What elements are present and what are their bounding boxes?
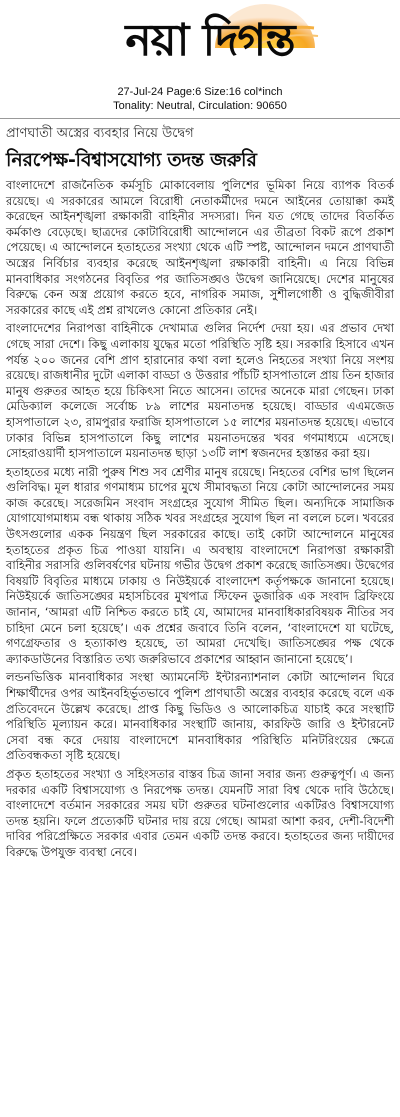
article-paragraph: বাংলাদেশে রাজনৈতিক কর্মসূচি মোকাবেলায় পুলিশের ভূমিকা নিয়ে ব্যাপক বিতর্ক রয়েছে। এ সরকারের আমলে বিরোধী নেতাকর্মীদের দমনে আইনের তোয়াক্কা কমই করেছেন আইনশৃঙ্খলা রক্ষাকারী বাহিনীর সদস্যরা। দিন যত গেছে তাদের বিতর্কিত কর্মকাণ্ড বেড়েছে। ছাত্রদের কোটাবিরোধী আন্দোলনে এর তীব্রতা বিকট রূপে প্রকাশ পেয়েছে। এ আন্দোলনে হতাহতের সংখ্যা থেকে এটি স্পষ্ট, আন্দোলন দমনে প্রাণঘাতী অস্ত্রের নির্বিচার ব্যবহার করেছে আইনশৃঙ্খলা রক্ষাকারী বাহিনী। এ নিয়ে বিভিন্ন মানবাধিকার সংগঠনের বিবৃতির পর জাতিসঙ্ঘও উদ্বেগ জানিয়েছে। দেশের মানুষের বিরুদ্ধে কেন অস্ত্র প্রয়োগ করতে হবে, নাগরিক সমাজ, সুশীলগোষ্ঠী ও বুদ্ধিজীবীরা সরকারের কাছে এই প্রশ্ন রাখলেও কোনো প্রতিকার নেই। [6,178,394,317]
divider [0,118,400,119]
clip-info: 27-Jul-24 Page:6 Size:16 col*inch [117,86,283,98]
masthead [0,0,400,82]
article-paragraph: হতাহতের মধ্যে নারী পুরুষ শিশু সব শ্রেণীর মানুষ রয়েছে। নিহতের বেশির ভাগ ছিলেন গুলিবিদ্ধ। মূল ধারার গণমাধ্যম চাপের মুখে সীমাবদ্ধতা নিয়ে কোটা আন্দোলনের সময় কাজ করেছে। সরেজমিন সংবাদ সংগ্রহের সুযোগ সীমিত ছিল। অন্যদিকে সামাজিক যোগাযোগমাধ্যম বন্ধ থাকায় সঠিক খবর সংগ্রহের সুযোগ ছিল না বললে চলে। খবরের উৎসগুলোর একক নিয়ন্ত্রণ ছিল সরকারের কাছে। তাই কোটা আন্দোলনে মানুষের হতাহতের প্রকৃত চিত্র পাওয়া যায়নি। এ অবস্থায় বাংলাদেশে নিরাপত্তা রক্ষাকারী বাহিনীর সরাসরি গুলিবর্ষণের ঘটনায় গভীর উদ্বেগ প্রকাশ করেছে জাতিসঙ্ঘ। উদ্বেগের বিষয়টি বিবৃতির মাধ্যমে ঢাকায় ও নিউইয়র্কে বাংলাদেশ কর্তৃপক্ষকে জানানো হয়েছে। নিউইয়র্কে জাতিসঙ্ঘের মহাসচিবের মুখপাত্র স্টিফেন ডুজারিক এক সংবাদ ব্রিফিংয়ে জানান, ‘আমরা এটি নিশ্চিত করতে চাই যে, আমাদের মানবাধিকারবিষয়ক নীতির সব চাহিদা মেনে চলা হয়েছে’। এক প্রশ্নের জবাবে তিনি বলেন, ‘বাংলাদেশে যা ঘটেছে, গণগ্রেফতার ও হত্যাকাণ্ড হয়েছে, তা আমরা দেখেছি। জাতিসঙ্ঘের পক্ষ থেকে ক্র্যাকডাউনের বিস্তারিত তথ্য জরুরিভাবে প্রকাশের আহ্বান জানানো হয়েছে’। [6,464,394,666]
article-paragraph: প্রকৃত হতাহতের সংখ্যা ও সহিংসতার বাস্তব চিত্র জানা সবার জন্য গুরুত্বপূর্ণ। এ জন্য দরকার একটি বিশ্বাসযোগ্য ও নিরপেক্ষ তদন্ত। যেমনটি সারা বিশ্ব থেকে দাবি উঠেছে। বাংলাদেশে বর্তমান সরকারের সময় ঘটা গুরুতর ঘটনাগুলোর একটিরও বিশ্বাসযোগ্য তদন্ত হয়নি। ফলে প্রত্যেকটি ঘটনার দায় রয়ে গেছে। আমরা আশা করব, দেশী-বিদেশী দাবির পরিপ্রেক্ষিতে সরকার এবার তেমন একটি তদন্ত করবে। হতাহতের জন্য দায়ীদের বিরুদ্ধে উপযুক্ত ব্যবস্থা নেবে। [6,766,394,859]
article-body [6,178,394,864]
clip-tonality: Tonality: Neutral, Circulation: 90650 [113,100,287,112]
article-paragraph: বাংলাদেশের নিরাপত্তা বাহিনীকে দেখামাত্র গুলির নির্দেশ দেয়া হয়। এর প্রভাব দেখা গেছে সারা দেশে। কিছু এলাকায় যুদ্ধের মতো পরিস্থিতি সৃষ্টি হয়। সরকারি হিসাবে এখন পর্যন্ত ২০০ জনের বেশি প্রাণ হারানোর কথা বলা হলেও নিহতের সংখ্যা নিয়ে সংশয় রয়েছে। রাজধানীর দুটো এলাকা বাড্ডা ও উত্তরার পাঁচটি হাসপাতালে প্রায় তিন হাজার মানুষ গুরুতর আহত হয়ে চিকিৎসা নিতে আসেন। তাদের অনেকে মারা গেছেন। ঢাকা মেডিক্যাল কলেজে সর্বোচ্চ ৮৯ লাশের ময়নাতদন্ত হয়েছে। বাড্ডার এএমজেড হাসপাতালে ২৩, রামপুরার ফরাজি হাসপাতালে ১৫ লাশের ময়নাতদন্ত হয়েছে। এভাবে ঢাকার বিভিন্ন হাসপাতালে কিছু লাশের ময়নাতদন্তের খবর গণমাধ্যমে এসেছে। সোহরাওয়ার্দী হাসপাতালে ময়নাতদন্ত ছাড়া ১৩টি লাশ স্বজনদের হস্তান্তর করা হয়। [6,321,394,461]
article-paragraph: লন্ডনভিত্তিক মানবাধিকার সংস্থা অ্যামনেস্টি ইন্টারন্যাশনাল কোটা আন্দোলন ঘিরে শিক্ষার্থীদের ওপর আইনবহির্ভূতভাবে পুলিশ প্রাণঘাতী অস্ত্রের ব্যবহার করেছে বলে এক প্রতিবেদনে উল্লেখ করেছে। প্রাপ্ত কিছু ভিডিও ও আলোকচিত্র যাচাই করে সংস্থাটি পরিস্থিতি মূল্যায়ন করে। মানবাধিকার সংস্থাটি জানায়, কারফিউ জারি ও ইন্টারনেট সেবা বন্ধ করে দেয়ায় বাংলাদেশে মানবাধিকার পরিস্থিতি মনিটরিংয়ের ক্ষেত্রে প্রতিবন্ধকতা সৃষ্টি হয়েছে। [6,670,394,763]
newspaper-logo [60,2,360,80]
logo-text: নয়া দিগন্ত [125,15,295,66]
article-kicker: প্রাণঘাতী অস্ত্রের ব্যবহার নিয়ে উদ্বেগ [6,126,194,141]
article-headline: নিরপেক্ষ-বিশ্বাসযোগ্য তদন্ত জরুরি [6,149,257,171]
